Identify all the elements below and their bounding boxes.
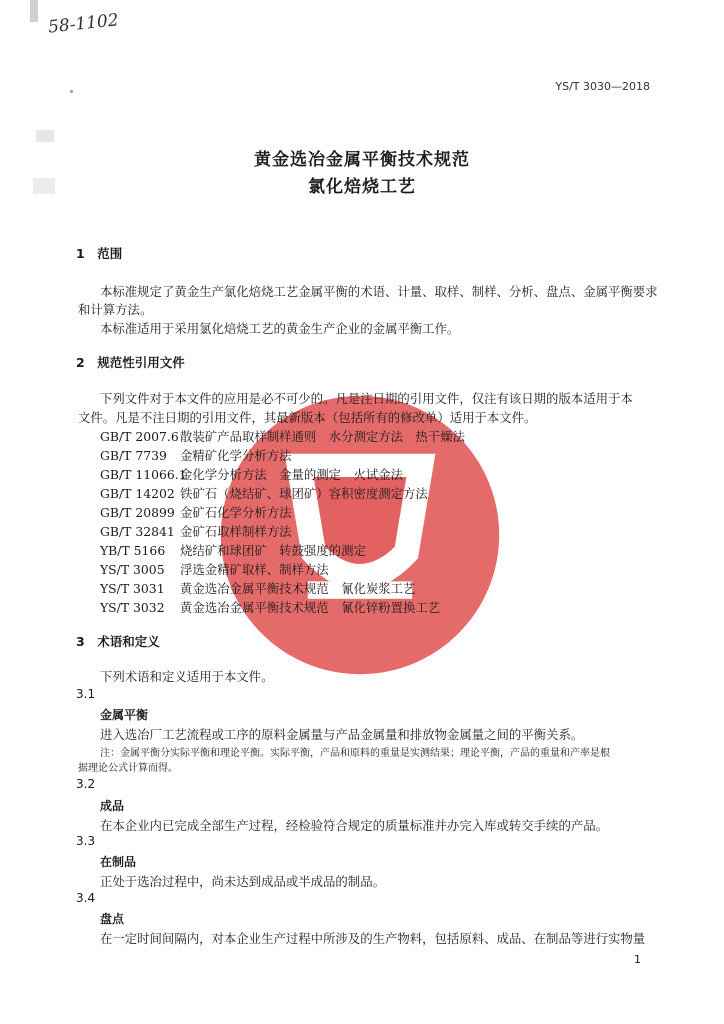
term-definition: 正处于选冶过程中，尚未达到成品或半成品的制品。 — [100, 874, 385, 889]
reference-code: GB/T 32841 — [100, 524, 175, 539]
standard-number: YS/T 3030—2018 — [555, 80, 650, 93]
paragraph: 和计算方法。 — [78, 302, 153, 317]
scan-artifact — [36, 130, 54, 142]
term-number: 3.3 — [76, 834, 96, 848]
reference-code: GB/T 14202 — [100, 486, 175, 501]
section-heading-normative-references: 2 规范性引用文件 — [76, 355, 185, 370]
paragraph: 本标准适用于采用氯化焙烧工艺的黄金生产企业的金属平衡工作。 — [100, 321, 460, 336]
reference-item — [100, 427, 465, 445]
reference-code: GB/T 7739 — [100, 448, 167, 463]
reference-item — [100, 522, 292, 540]
term-name: 盘点 — [100, 912, 125, 926]
term-name: 金属平衡 — [100, 708, 149, 722]
reference-item — [100, 541, 366, 559]
term-number: 3.1 — [76, 687, 96, 701]
reference-title: 金矿石取样制样方法 — [180, 524, 292, 539]
reference-item — [100, 446, 292, 464]
reference-title: 黄金选冶金属平衡技术规范 氰化炭浆工艺 — [180, 581, 416, 596]
reference-item — [100, 598, 440, 616]
reference-title: 金矿石化学分析方法 — [180, 505, 292, 520]
paragraph: 下列文件对于本文件的应用是必不可少的。凡是注日期的引用文件，仅注有该日期的版本适用于本 — [100, 391, 633, 406]
term-number: 3.2 — [76, 777, 96, 791]
term-note: 注：金属平衡分实际平衡和理论平衡。实际平衡，产品和原料的重量是实测结果；理论平衡，产品的重量和产率是根 — [100, 748, 610, 759]
document-title-line2: 氯化焙烧工艺 — [308, 177, 416, 197]
reference-title: 黄金选冶金属平衡技术规范 氰化锌粉置换工艺 — [180, 600, 441, 615]
reference-item — [100, 560, 329, 578]
scan-artifact — [30, 0, 38, 22]
term-name: 在制品 — [100, 855, 137, 869]
reference-title: 浮选金精矿取样、制样方法 — [180, 562, 329, 577]
reference-code: YB/T 5166 — [100, 543, 166, 558]
document-title-line1: 黄金选冶金属平衡技术规范 — [254, 150, 470, 170]
reference-item — [100, 579, 415, 597]
reference-title: 烧结矿和球团矿 转鼓强度的测定 — [180, 543, 366, 558]
term-number: 3.4 — [76, 891, 96, 905]
page-number: 1 — [634, 953, 641, 966]
scan-artifact — [70, 90, 73, 93]
reference-title: 散装矿产品取样制样通则 水分测定方法 热干燥法 — [180, 429, 465, 444]
term-definition: 进入选冶厂工艺流程或工序的原料金属量与产品金属量和排放物金属量之间的平衡关系。 — [100, 727, 584, 742]
reference-code: YS/T 3032 — [100, 600, 165, 615]
paragraph: 文件。凡是不注日期的引用文件，其最新版本（包括所有的修改单）适用于本文件。 — [78, 410, 537, 425]
section-heading-terms-and-definitions: 3 术语和定义 — [76, 634, 160, 649]
reference-code: YS/T 3005 — [100, 562, 165, 577]
paragraph: 下列术语和定义适用于本文件。 — [100, 669, 274, 684]
reference-title: 铁矿石（烧结矿、球团矿）容积密度测定方法 — [180, 486, 428, 501]
term-name: 成品 — [100, 799, 125, 813]
reference-item — [100, 484, 428, 502]
reference-item — [100, 465, 403, 483]
term-definition: 在一定时间间隔内，对本企业生产过程中所涉及的生产物料，包括原料、成品、在制品等进行实物量 — [100, 931, 646, 946]
section-heading-scope: 1 范围 — [76, 246, 123, 261]
reference-code: YS/T 3031 — [100, 581, 165, 596]
reference-item — [100, 503, 292, 521]
paragraph: 本标准规定了黄金生产氯化焙烧工艺金属平衡的术语、计量、取样、制样、分析、盘点、金属平衡要求 — [100, 284, 658, 299]
reference-title: 金化学分析方法 金量的测定 火试金法 — [180, 467, 404, 482]
reference-title: 金精矿化学分析方法 — [180, 448, 292, 463]
reference-code: GB/T 2007.6 — [100, 429, 179, 444]
term-definition: 在本企业内已完成全部生产过程，经检验符合规定的质量标准并办完入库或转交手续的产品。 — [100, 818, 609, 833]
handwritten-note: 58-1102 — [47, 10, 120, 38]
term-note: 据理论公式计算而得。 — [78, 763, 178, 774]
reference-code: GB/T 20899 — [100, 505, 175, 520]
reference-code: GB/T 11066.1 — [100, 467, 187, 482]
